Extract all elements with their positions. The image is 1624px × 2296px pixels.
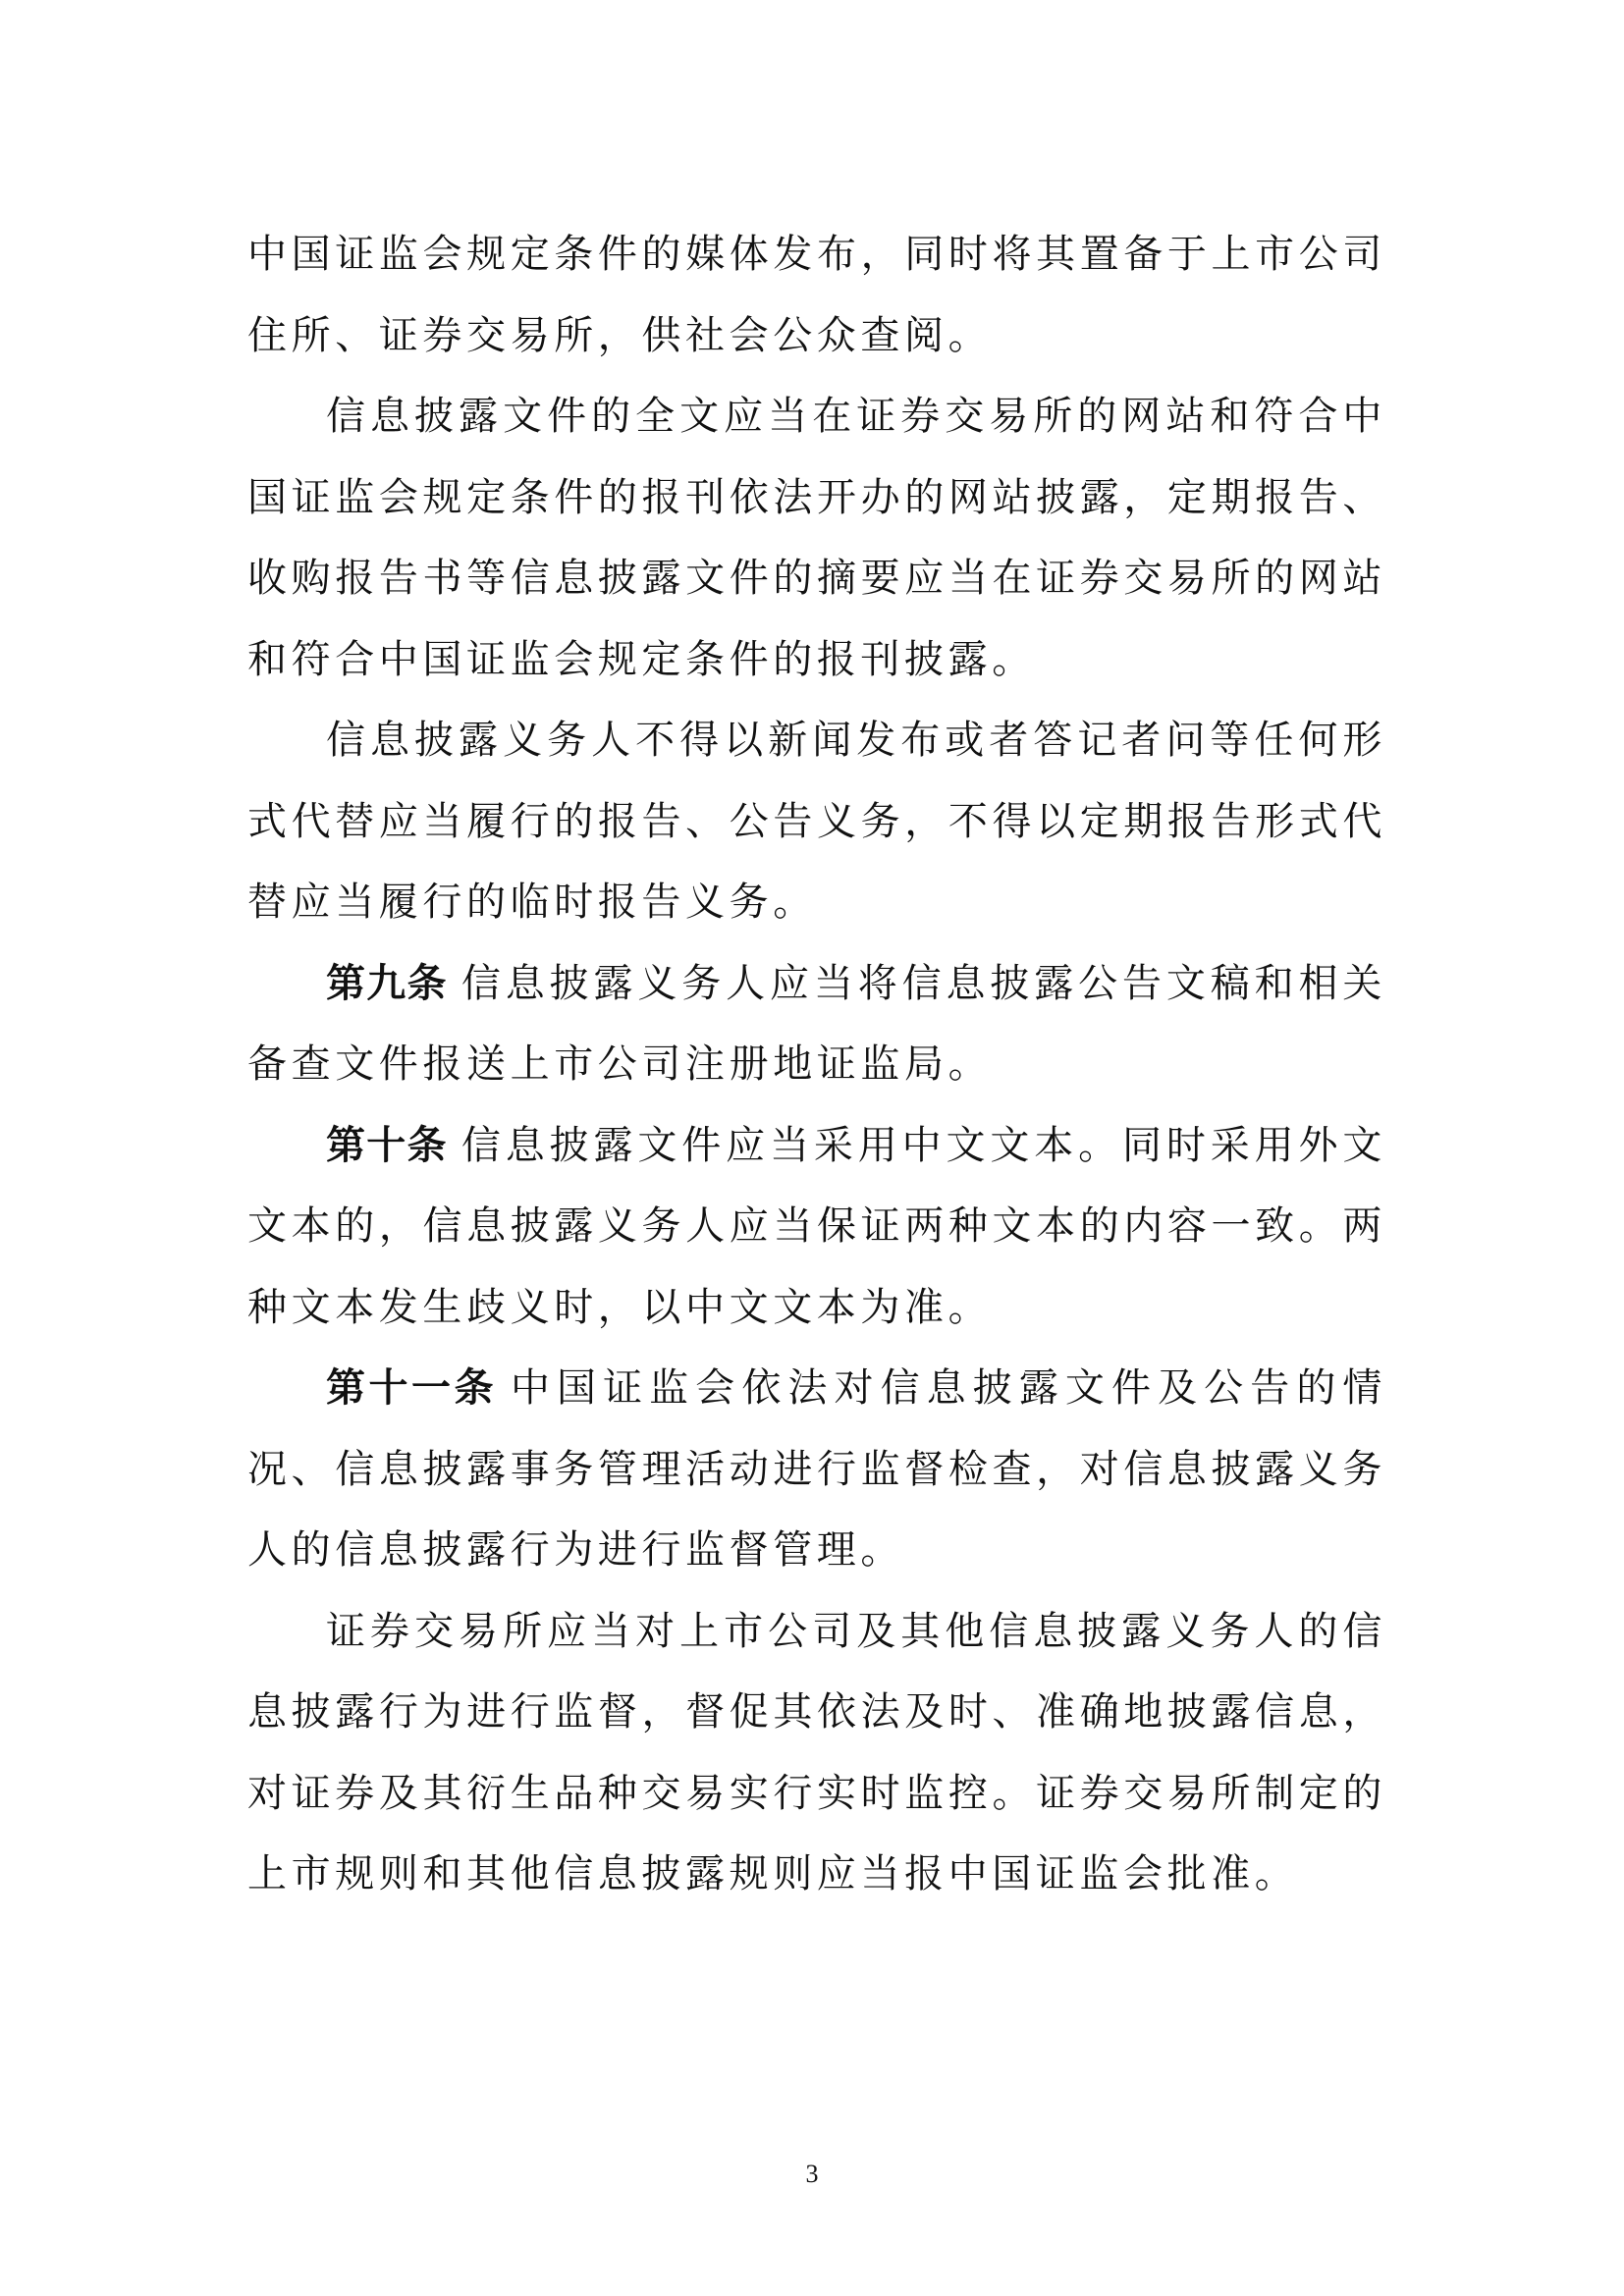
article-10-paragraph (247, 1105, 1386, 1349)
article-label: 第九条 (326, 960, 448, 1006)
paragraph-text: 中国证监会规定条件的媒体发布，同时将其置备于上市公司住所、证券交易所，供社会公众查阅。 (247, 232, 1386, 358)
paragraph (247, 1591, 1386, 1915)
article-9-paragraph (247, 943, 1386, 1105)
paragraph-continued (247, 214, 1386, 376)
paragraph-text: 信息披露文件的全文应当在证券交易所的网站和符合中国证监会规定条件的报刊依法开办的网站披露，定期报告、收购报告书等信息披露文件的摘要应当在证券交易所的网站和符合中国证监会规定条件的报刊披露。 (247, 394, 1386, 682)
paragraph-text: 信息披露义务人不得以新闻发布或者答记者问等任何形式代替应当履行的报告、公告义务，不得以定期报告形式代替应当履行的临时报告义务。 (247, 718, 1386, 925)
paragraph (247, 700, 1386, 943)
paragraph-text: 证券交易所应当对上市公司及其他信息披露义务人的信息披露行为进行监督，督促其依法及时、准确地披露信息，对证券及其衍生品种交易实行实时监控。证券交易所制定的上市规则和其他信息披露规则应当报中国证监会批准。 (247, 1608, 1386, 1896)
paragraph-text: 信息披露文件应当采用中文文本。同时采用外文文本的，信息披露义务人应当保证两种文本的内容一致。两种文本发生歧义时，以中文文本为准。 (247, 1122, 1386, 1330)
article-11-paragraph (247, 1348, 1386, 1591)
paragraph-text: 中国证监会依法对信息披露文件及公告的情况、信息披露事务管理活动进行监督检查，对信息披露义务人的信息披露行为进行监督管理。 (247, 1365, 1387, 1573)
paragraph (247, 376, 1386, 700)
document-body (247, 214, 1386, 1915)
article-label: 第十一条 (326, 1365, 497, 1411)
article-label: 第十条 (326, 1122, 448, 1168)
paragraph-text: 信息披露义务人应当将信息披露公告文稿和相关备查文件报送上市公司注册地证监局。 (247, 960, 1386, 1087)
page-number: 3 (805, 2160, 819, 2188)
